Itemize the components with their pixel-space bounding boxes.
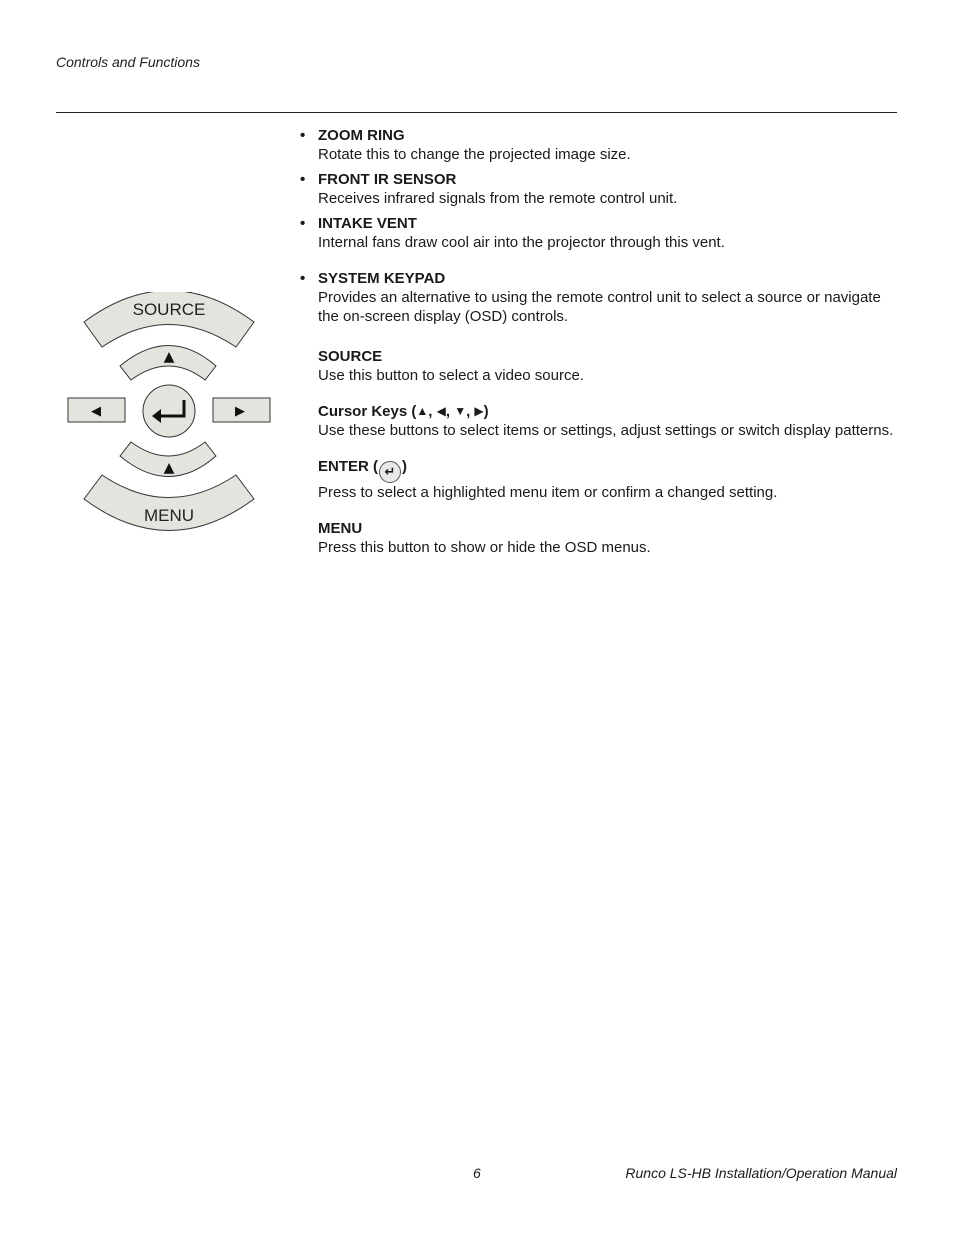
item-desc: Provides an alternative to using the remote control unit to select a source or navigate the on-screen display (OSD) controls.	[318, 289, 881, 325]
keypad-item-enter	[300, 457, 900, 502]
header-rule	[56, 112, 897, 113]
cursor-title-suffix: )	[483, 403, 489, 420]
bullet: •	[300, 127, 306, 144]
cursor-title-prefix: Cursor Keys (	[318, 403, 417, 420]
page-number: 6	[473, 1165, 481, 1181]
keypad-item-cursor-keys	[300, 402, 900, 440]
bullet-item-system-keypad	[300, 269, 900, 326]
item-title	[318, 402, 900, 421]
separator: ,	[466, 403, 475, 420]
bullet-item-front-ir-sensor	[300, 170, 900, 208]
item-desc: Use this button to select a video source.	[318, 367, 584, 384]
item-title: SOURCE	[318, 348, 383, 365]
up-triangle-icon: ▲	[416, 404, 429, 418]
keypad-menu-label: MENU	[143, 506, 195, 525]
right-triangle-icon: ▶	[474, 404, 484, 418]
keypad-up-glyph: ▲	[163, 349, 175, 365]
keypad-left-glyph: ◀	[91, 404, 101, 419]
keypad-enter-button	[143, 385, 195, 437]
item-desc: Press to select a highlighted menu item or confirm a changed setting.	[318, 484, 778, 501]
manual-title: Runco LS-HB Installation/Operation Manual	[625, 1165, 897, 1181]
main-content	[300, 126, 900, 557]
bullet-item-zoom-ring	[300, 126, 900, 164]
keypad-item-source	[300, 347, 900, 385]
left-triangle-icon: ◀	[436, 404, 446, 418]
enter-title-suffix: )	[402, 458, 407, 475]
down-triangle-icon: ▼	[454, 404, 467, 418]
item-desc: Receives infrared signals from the remote control unit.	[318, 190, 678, 207]
bullet-item-intake-vent	[300, 214, 900, 252]
keypad-right-glyph: ▶	[235, 404, 245, 419]
bullet: •	[300, 270, 306, 287]
item-desc: Internal fans draw cool air into the projector through this vent.	[318, 234, 725, 251]
system-keypad-illustration	[66, 292, 272, 532]
separator: ,	[428, 403, 437, 420]
running-head: Controls and Functions	[56, 54, 200, 70]
item-title: MENU	[318, 520, 363, 537]
item-title: INTAKE VENT	[318, 215, 417, 232]
enter-title-prefix: ENTER (	[318, 458, 378, 475]
item-title: SYSTEM KEYPAD	[318, 270, 446, 287]
enter-icon: ↵	[379, 461, 401, 483]
bullet: •	[300, 215, 306, 232]
bullet: •	[300, 171, 306, 188]
item-title: ZOOM RING	[318, 127, 405, 144]
item-desc: Press this button to show or hide the OSD menus.	[318, 539, 651, 556]
item-title: FRONT IR SENSOR	[318, 171, 457, 188]
keypad-down-glyph: ▲	[163, 460, 175, 476]
separator: ,	[445, 403, 455, 420]
keypad-item-menu	[300, 519, 900, 557]
keypad-source-label: SOURCE	[132, 300, 206, 319]
item-desc: Use these buttons to select items or settings, adjust settings or switch display patterns.	[318, 422, 894, 439]
item-desc: Rotate this to change the projected image size.	[318, 146, 631, 163]
item-title	[318, 457, 900, 483]
